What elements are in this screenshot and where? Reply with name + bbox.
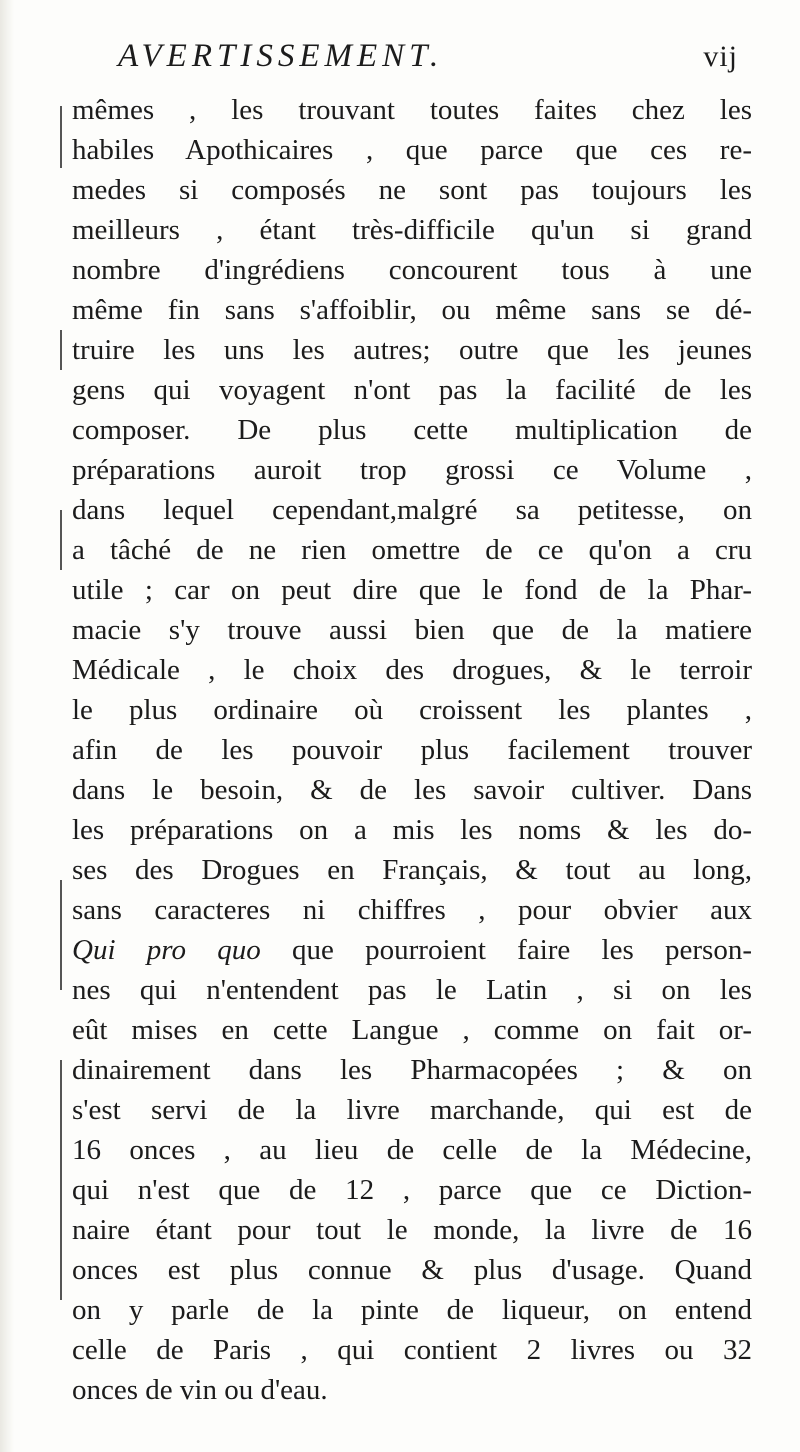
text-line: eût mises en cette Langue , comme on fait or-	[72, 1014, 752, 1046]
italic-phrase: Qui pro quo	[72, 934, 261, 966]
text-line-with-italic	[72, 930, 752, 970]
margin-mark	[60, 106, 62, 168]
text-line: gens qui voyagent n'ont pas la facilité de les	[72, 374, 752, 406]
text-line: macie s'y trouve aussi bien que de la matiere	[72, 614, 752, 646]
margin-mark	[60, 510, 62, 570]
body-text	[72, 90, 752, 1410]
text-line: Médicale , le choix des drogues, & le terroir	[72, 654, 752, 686]
margin-mark	[60, 1060, 62, 1300]
text-line: sans caracteres ni chiffres , pour obvier aux	[72, 894, 752, 926]
text-line: ses des Drogues en Français, & tout au long,	[72, 854, 752, 886]
text-line: dinairement dans les Pharmacopées ; & on	[72, 1054, 752, 1086]
text-line: nombre d'ingrédiens concourent tous à une	[72, 254, 752, 286]
margin-mark	[60, 880, 62, 990]
page-header	[118, 38, 738, 88]
text-line: onces est plus connue & plus d'usage. Quand	[72, 1254, 752, 1286]
text-line: même fin sans s'affoiblir, ou même sans se dé-	[72, 294, 752, 326]
text-line: dans le besoin, & de les savoir cultiver. Dans	[72, 774, 752, 806]
page-binding-edge	[0, 0, 14, 1452]
text-line: le plus ordinaire où croissent les plantes ,	[72, 694, 752, 726]
text-line: préparations auroit trop grossi ce Volume ,	[72, 454, 752, 486]
text-line: nes qui n'entendent pas le Latin , si on les	[72, 974, 752, 1006]
text-line: naire étant pour tout le monde, la livre de 16	[72, 1214, 752, 1246]
text-line: dans lequel cependant,malgré sa petitesse, on	[72, 494, 752, 526]
text-line: qui n'est que de 12 , parce que ce Diction-	[72, 1174, 752, 1206]
text-line: celle de Paris , qui contient 2 livres ou 32	[72, 1334, 752, 1366]
text-line-rest: que pourroient faire les person-	[292, 934, 752, 966]
text-line: composer. De plus cette multiplication de	[72, 414, 752, 446]
text-line: on y parle de la pinte de liqueur, on entend	[72, 1294, 752, 1326]
text-line: medes si composés ne sont pas toujours les	[72, 174, 752, 206]
page-number: vij	[703, 40, 738, 73]
text-line: s'est servi de la livre marchande, qui est de	[72, 1094, 752, 1126]
text-line: onces de vin ou d'eau.	[72, 1374, 328, 1406]
text-line: utile ; car on peut dire que le fond de la Phar-	[72, 574, 752, 606]
text-line: mêmes , les trouvant toutes faites chez les	[72, 94, 752, 126]
running-head: AVERTISSEMENT.	[118, 38, 444, 74]
text-line: meilleurs , étant très-difficile qu'un si grand	[72, 214, 752, 246]
text-line: truire les uns les autres; outre que les jeunes	[72, 334, 752, 366]
margin-mark	[60, 330, 62, 370]
text-line: habiles Apothicaires , que parce que ces re-	[72, 134, 752, 166]
text-line: afin de les pouvoir plus facilement trouver	[72, 734, 752, 766]
text-line: 16 onces , au lieu de celle de la Médecine,	[72, 1134, 752, 1166]
text-line: les préparations on a mis les noms & les do-	[72, 814, 752, 846]
text-line: a tâché de ne rien omettre de ce qu'on a cru	[72, 534, 752, 566]
